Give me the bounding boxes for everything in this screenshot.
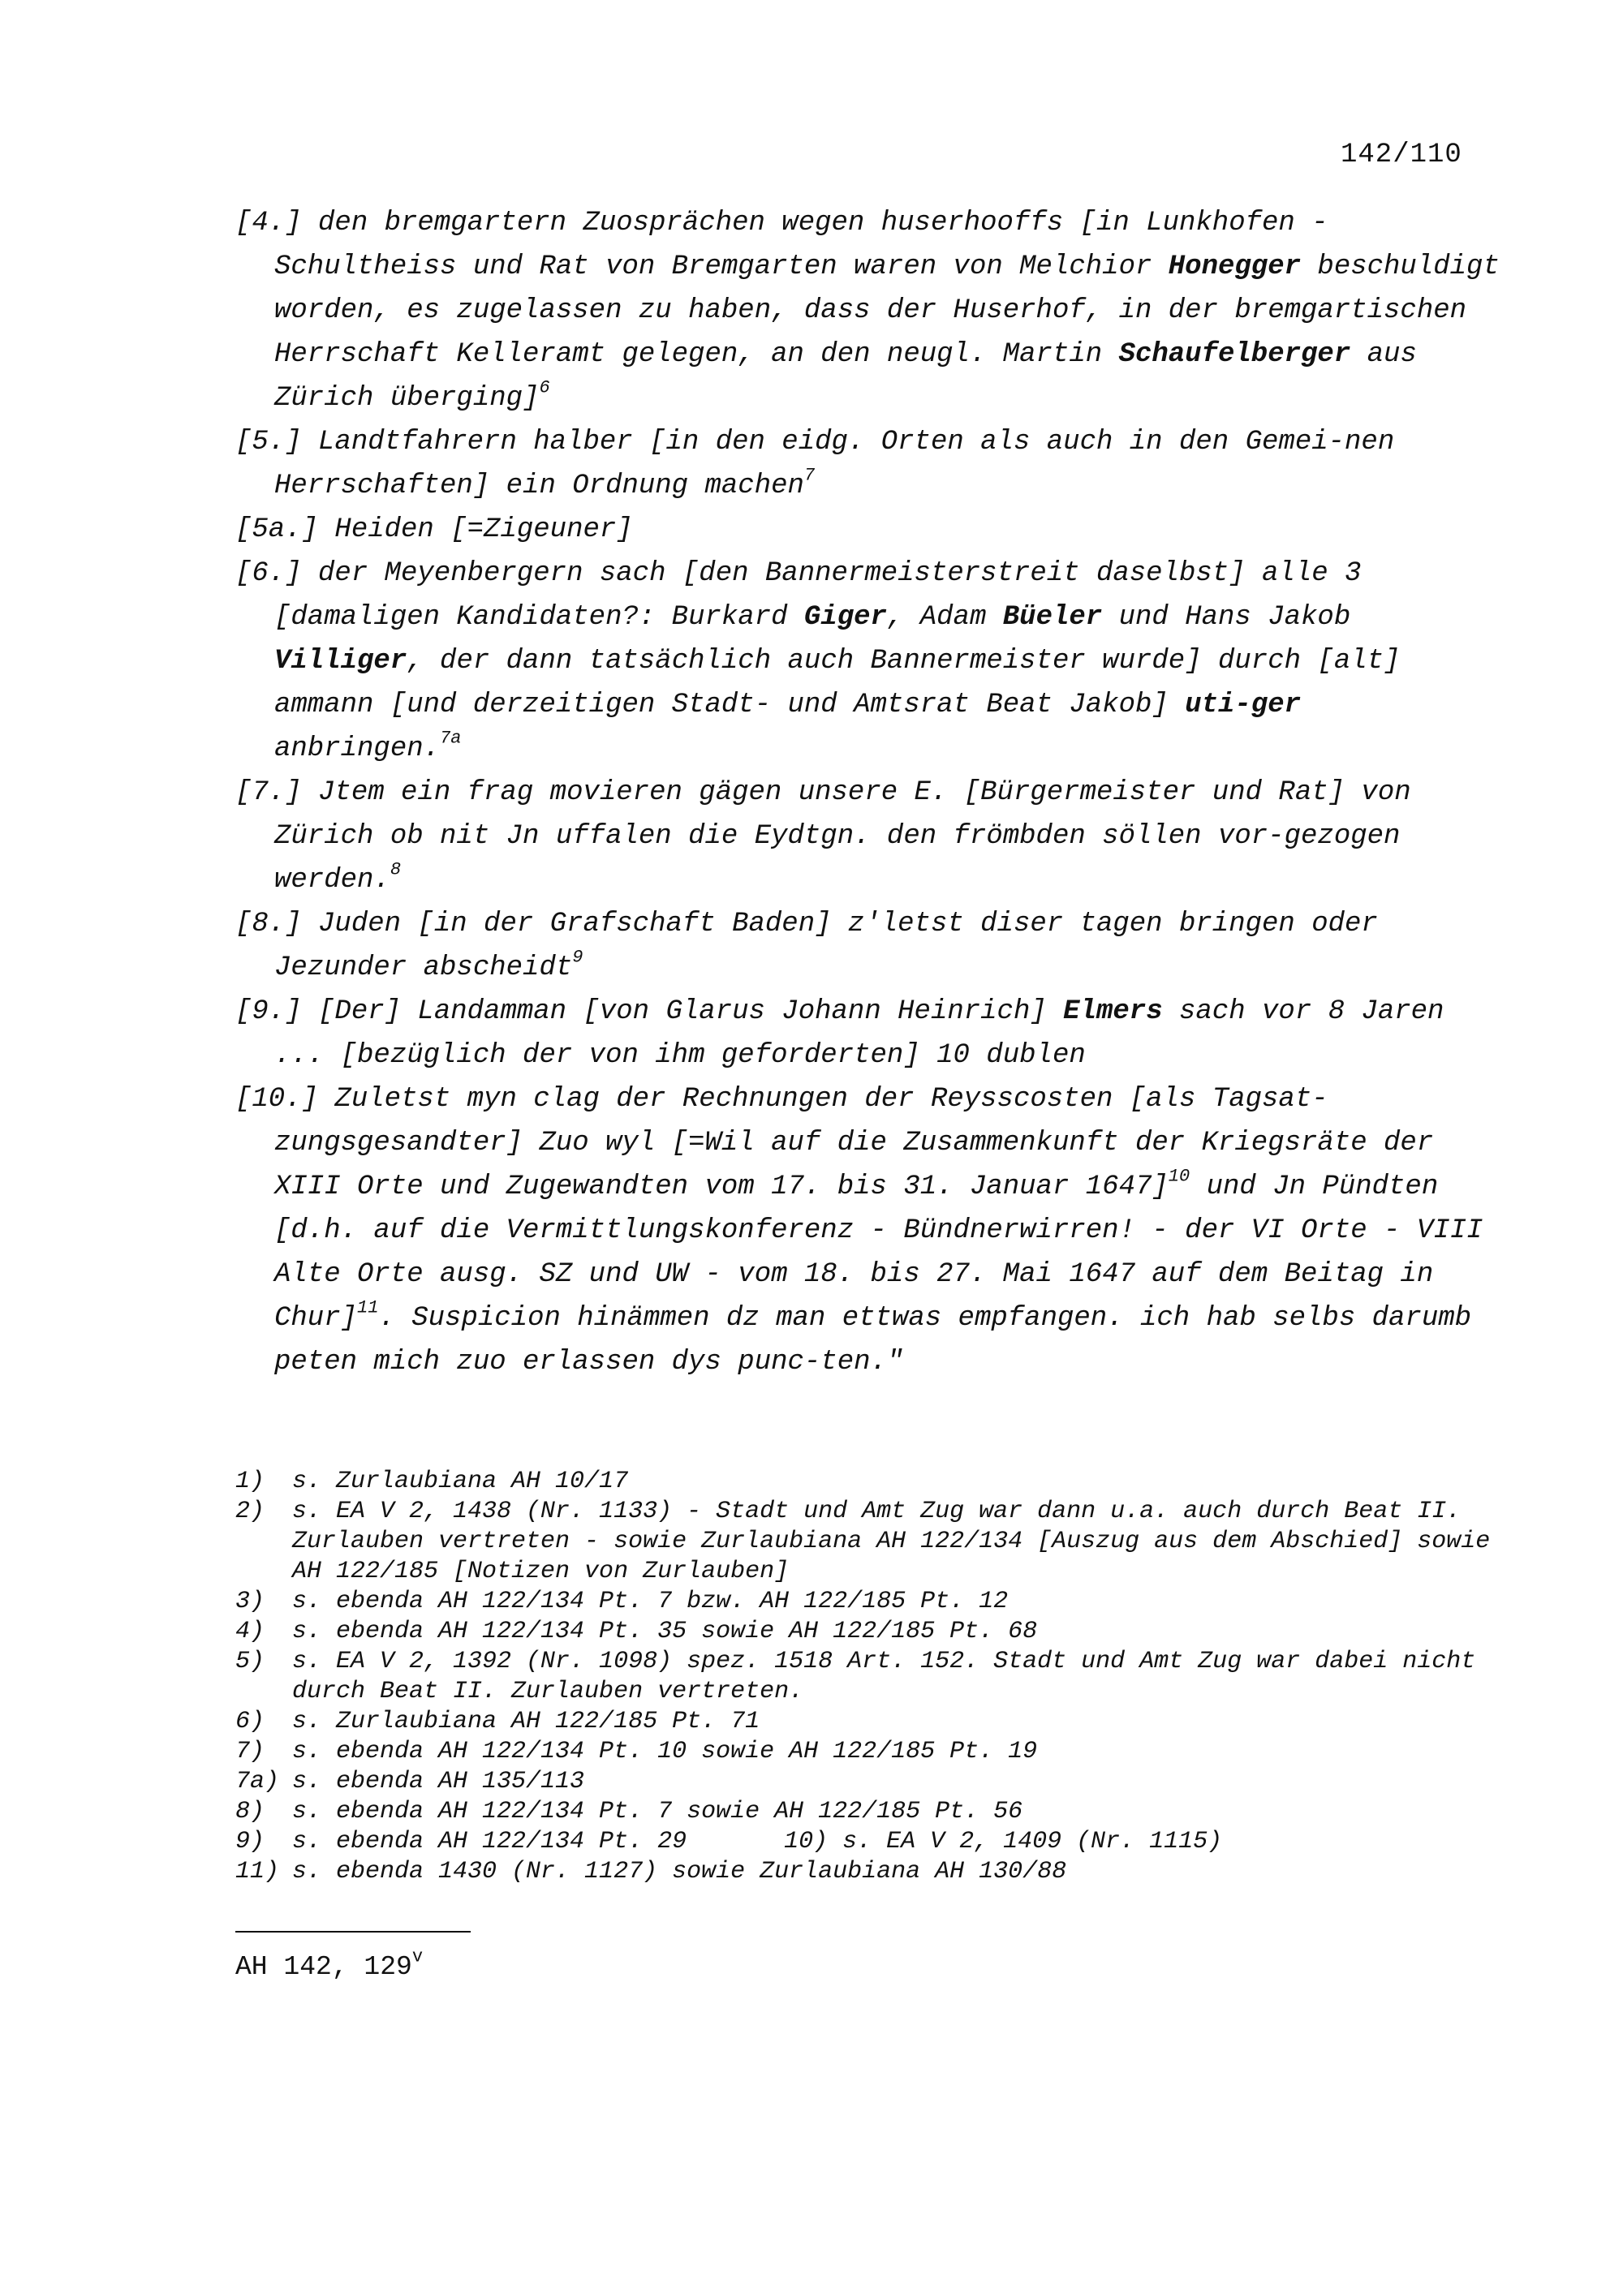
name-schaufelberger: Schaufelberger: [1118, 339, 1351, 370]
footnote-ref: 10: [1168, 1166, 1190, 1187]
footnotes: [235, 1467, 1534, 1887]
item-6: [6.] der Meyenbergern sach [den Bannermeisterstreit daselbst] alle 3 [damaligen Kandidaten?: Burkard Giger, Adam Büeler und Hans Jakob Villiger, der dann tatsächlich auch Bannermeister wurde] durch [alt] ammann [und derzeitigen Stadt- und Amtsrat Beat Jakob] uti-ger anbringen.$^{7a}$: [235, 558, 1401, 764]
footnote-2: 2) s. EA V 2, 1438 (Nr. 1133) - Stadt und Amt Zug war dann u.a. auch durch Beat II. Zurlauben vertreten - sowie Zurlaubiana AH 122/134 [Auszug aus dem Abschied] sowie AH 122/185 [Notizen von Zurlauben]: [235, 1498, 1491, 1585]
footnote-ref: 7: [803, 465, 816, 486]
footnote-ref: 9: [572, 947, 583, 968]
name-utiger: uti-ger: [1185, 690, 1302, 720]
item-10: [10.] Zuletst myn clag der Rechnungen der Reysscosten [als Tagsat-zungsgesandter] Zuo wyl [=Wil auf die Zusammenkunft der Kriegsräte der XIII Orte und Zugewandten vom 17. bis 31. Januar 1647]$^{10}$ und Jn Pündten [d.h. auf die Vermittlungskonferenz - Bündnerwirren! - der VI Orte - VIII Alte Orte ausg. SZ und UW - vom 18. bis 27. Mai 1647 auf dem Beitag in Chur]$^{11}$. Suspicion hinämmen dz man ettwas empfangen. ich hab selbs darumb peten mich zuo erlassen dys punc-ten.": [235, 1084, 1483, 1378]
item-8: [8.] Juden [in der Grafschaft Baden] z'letst diser tagen bringen oder Jezunder abscheidt$^9$: [235, 909, 1378, 983]
name-elmers: Elmers: [1063, 996, 1163, 1027]
footnote-4: 4) s. ebenda AH 122/134 Pt. 35 sowie AH 122/185 Pt. 68: [235, 1618, 1038, 1645]
footnote-1: 1) s. Zurlaubiana AH 10/17: [235, 1468, 629, 1495]
item-5: [5.] Landtfahrern halber [in den eidg. Orten als auch in den Gemei-nen Herrschaften] ein Ordnung machen$^7$: [235, 427, 1395, 501]
item-9: [9.] [Der] Landamman [von Glarus Johann Heinrich] Elmers sach vor 8 Jaren ... [bezüglich der von ihm geforderten] 10 dublen: [235, 996, 1444, 1071]
footnote-ref: 8: [390, 859, 402, 880]
item-4: [4.] den bremgartern Zuosprächen wegen huserhooffs [in Lunkhofen - Schultheiss und Rat von Bremgarten waren von Melchior Honegger beschuldigt worden, es zugelassen zu haben, dass der Huserhof, in der bremgartischen Herrschaft Kelleramt gelegen, an den neugl. Martin Schaufelberger aus Zürich überging]$^6$: [235, 208, 1500, 414]
footnote-9-10: 9) s. ebenda AH 122/134 Pt. 29 10) s. EA V 2, 1409 (Nr. 1115): [235, 1828, 1223, 1855]
name-giger: Giger: [803, 602, 887, 633]
footnote-5: 5) s. EA V 2, 1392 (Nr. 1098) spez. 1518 Art. 152. Stadt und Amt Zug war dabei nicht durch Beat II. Zurlauben vertreten.: [235, 1648, 1476, 1705]
footnote-7: 7) s. ebenda AH 122/134 Pt. 10 sowie AH 122/185 Pt. 19: [235, 1738, 1038, 1765]
name-bueeler: Büeler: [1002, 602, 1103, 633]
footnote-3: 3) s. ebenda AH 122/134 Pt. 7 bzw. AH 122/185 Pt. 12: [235, 1588, 1009, 1615]
footnote-7a: 7a) s. ebenda AH 135/113: [235, 1768, 585, 1795]
separator-rule: [235, 1931, 471, 1933]
verso-mark: v: [411, 1946, 424, 1967]
footnote-ref: 7a: [440, 728, 462, 749]
name-honegger: Honegger: [1168, 252, 1302, 282]
footnote-11: 11) s. ebenda 1430 (Nr. 1127) sowie Zurlaubiana AH 130/88: [235, 1858, 1067, 1885]
footnote-ref: 6: [539, 377, 550, 398]
item-5a: [5a.] Heiden [=Zigeuner]: [235, 514, 633, 545]
footnote-6: 6) s. Zurlaubiana AH 122/185 Pt. 71: [235, 1708, 760, 1735]
main-text: [235, 201, 1501, 1384]
footnote-8: 8) s. ebenda AH 122/134 Pt. 7 sowie AH 122/185 Pt. 56: [235, 1798, 1023, 1825]
footnote-ref: 11: [357, 1297, 379, 1318]
page-number: 142/110: [1341, 140, 1462, 170]
footnote-10: 10) s. EA V 2, 1409 (Nr. 1115): [784, 1828, 1223, 1855]
name-villiger: Villiger: [274, 646, 407, 677]
source-reference: AH 142, 129$^v$: [235, 1946, 424, 1982]
item-7: [7.] Jtem ein frag movieren gägen unsere E. [Bürgermeister und Rat] von Zürich ob nit Jn uffalen die Eydtgn. den frömbden söllen vor-gezogen werden.$^8$: [235, 777, 1411, 896]
